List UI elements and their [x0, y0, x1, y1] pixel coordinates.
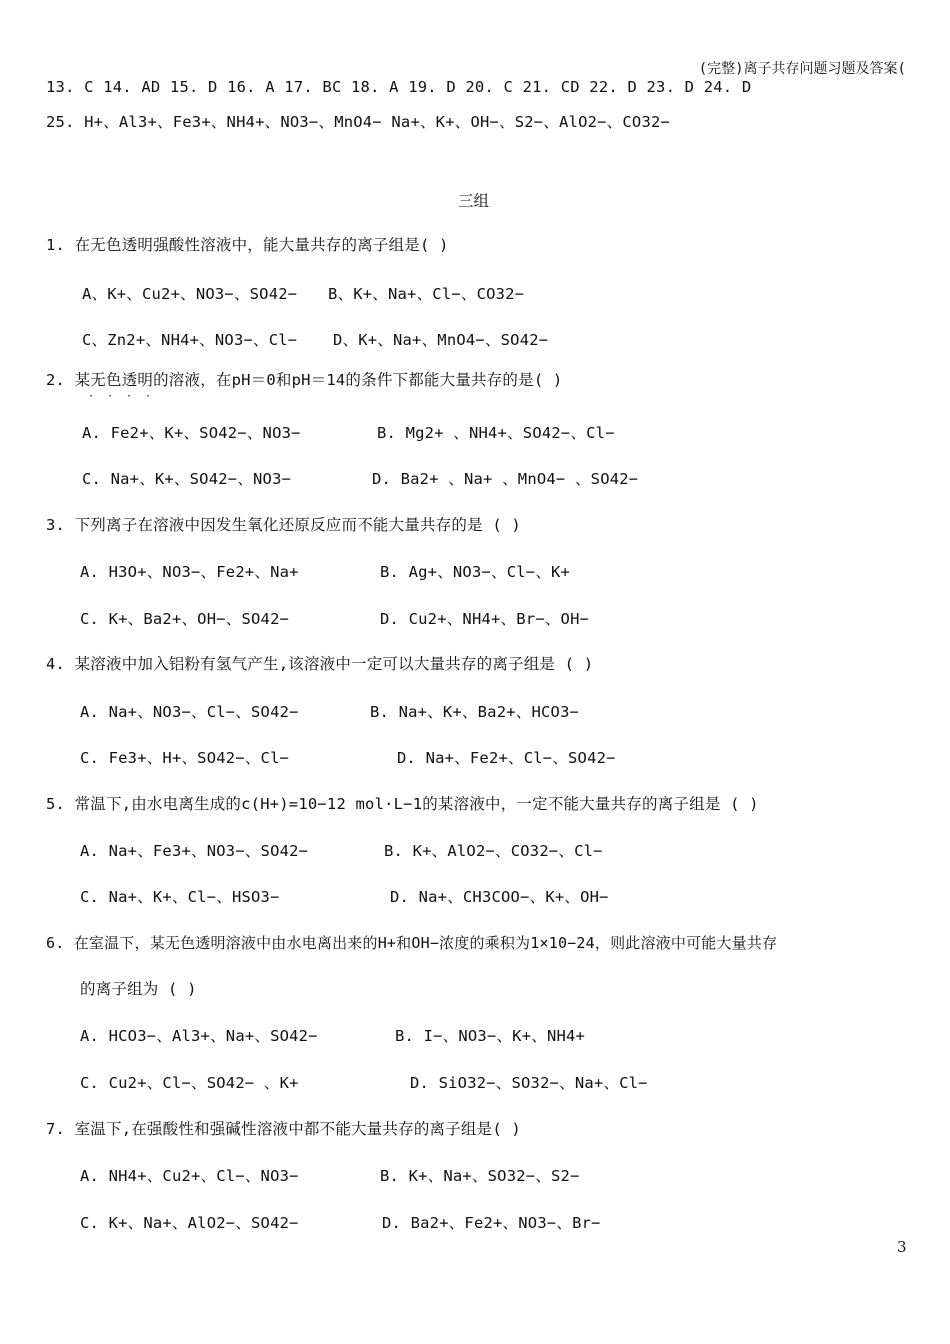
question-3-option-b: B. Ag+、NO3−、Cl−、K+	[380, 563, 571, 581]
question-1-option-b: B、K+、Na+、Cl−、CO32−	[328, 285, 525, 303]
emphasis-dots: ····	[88, 391, 165, 402]
question-5-option-b: B. K+、AlO2−、CO32−、Cl−	[384, 842, 603, 860]
answers-line-1: 13. C 14. AD 15. D 16. A 17. BC 18. A 19. D 20. C 21. CD 22. D 23. D 24. D	[46, 78, 752, 96]
question-1-option-d: D、K+、Na+、MnO4−、SO42−	[333, 331, 549, 349]
question-1-option-c: C、Zn2+、NH4+、NO3−、Cl−	[82, 331, 298, 349]
question-3-stem: 3. 下列离子在溶液中因发生氧化还原反应而不能大量共存的是 ( )	[46, 516, 521, 534]
question-6-stem-continued: 的离子组为 ( )	[80, 980, 197, 998]
question-7-stem: 7. 室温下,在强酸性和强碱性溶液中都不能大量共存的离子组是( )	[46, 1120, 521, 1138]
question-7-option-a: A. NH4+、Cu2+、Cl−、NO3−	[80, 1167, 299, 1185]
question-5-option-a: A. Na+、Fe3+、NO3−、SO42−	[80, 842, 309, 860]
question-6-stem: 6. 在室温下，某无色透明溶液中由水电离出来的H+和OH−浓度的乘积为1×10−24，则此溶液中可能大量共存	[46, 934, 778, 952]
question-4-stem: 4. 某溶液中加入铝粉有氢气产生,该溶液中一定可以大量共存的离子组是 ( )	[46, 655, 594, 673]
question-5-stem: 5. 常温下,由水电离生成的c(H+)=10−12 mol·L−1的某溶液中，一定不能大量共存的离子组是 ( )	[46, 795, 759, 813]
question-1-option-a: A、K+、Cu2+、NO3−、SO42−	[82, 285, 298, 303]
question-6-option-c: C. Cu2+、Cl−、SO42− 、K+	[80, 1074, 299, 1092]
answers-line-2: 25. H+、Al3+、Fe3+、NH4+、NO3−、MnO4− Na+、K+、OH−、S2−、AlO2−、CO32−	[46, 113, 671, 131]
page-number: 3	[897, 1238, 907, 1256]
question-4-option-a: A. Na+、NO3−、Cl−、SO42−	[80, 703, 299, 721]
question-2-stem: 2. 某无色透明的溶液，在pH＝0和pH＝14的条件下都能大量共存的是( )	[46, 371, 563, 389]
question-4-option-d: D. Na+、Fe2+、Cl−、SO42−	[397, 749, 616, 767]
section-title: 三组	[458, 192, 490, 210]
question-7-option-c: C. K+、Na+、AlO2−、SO42−	[80, 1214, 299, 1232]
question-2-option-c: C. Na+、K+、SO42−、NO3−	[82, 470, 292, 488]
question-7-option-d: D. Ba2+、Fe2+、NO3−、Br−	[382, 1214, 601, 1232]
question-2-option-a: A. Fe2+、K+、SO42−、NO3−	[82, 424, 301, 442]
question-7-option-b: B. K+、Na+、SO32−、S2−	[380, 1167, 580, 1185]
page-header-title: (完整)离子共存问题习题及答案(	[698, 61, 906, 77]
question-2-option-d: D. Ba2+ 、Na+ 、MnO4− 、SO42−	[372, 470, 639, 488]
question-3-option-a: A. H3O+、NO3−、Fe2+、Na+	[80, 563, 299, 581]
question-5-option-d: D. Na+、CH3COO−、K+、OH−	[390, 888, 609, 906]
question-6-option-b: B. I−、NO3−、K+、NH4+	[395, 1027, 586, 1045]
question-4-option-c: C. Fe3+、H+、SO42−、Cl−	[80, 749, 290, 767]
question-1-stem: 1. 在无色透明强酸性溶液中，能大量共存的离子组是( )	[46, 236, 449, 254]
question-5-option-c: C. Na+、K+、Cl−、HSO3−	[80, 888, 280, 906]
question-6-option-d: D. SiO32−、SO32−、Na+、Cl−	[410, 1074, 648, 1092]
question-6-option-a: A. HCO3−、Al3+、Na+、SO42−	[80, 1027, 318, 1045]
question-3-option-c: C. K+、Ba2+、OH−、SO42−	[80, 610, 290, 628]
question-3-option-d: D. Cu2+、NH4+、Br−、OH−	[380, 610, 590, 628]
question-4-option-b: B. Na+、K+、Ba2+、HCO3−	[370, 703, 580, 721]
question-2-option-b: B. Mg2+ 、NH4+、SO42−、Cl−	[377, 424, 615, 442]
